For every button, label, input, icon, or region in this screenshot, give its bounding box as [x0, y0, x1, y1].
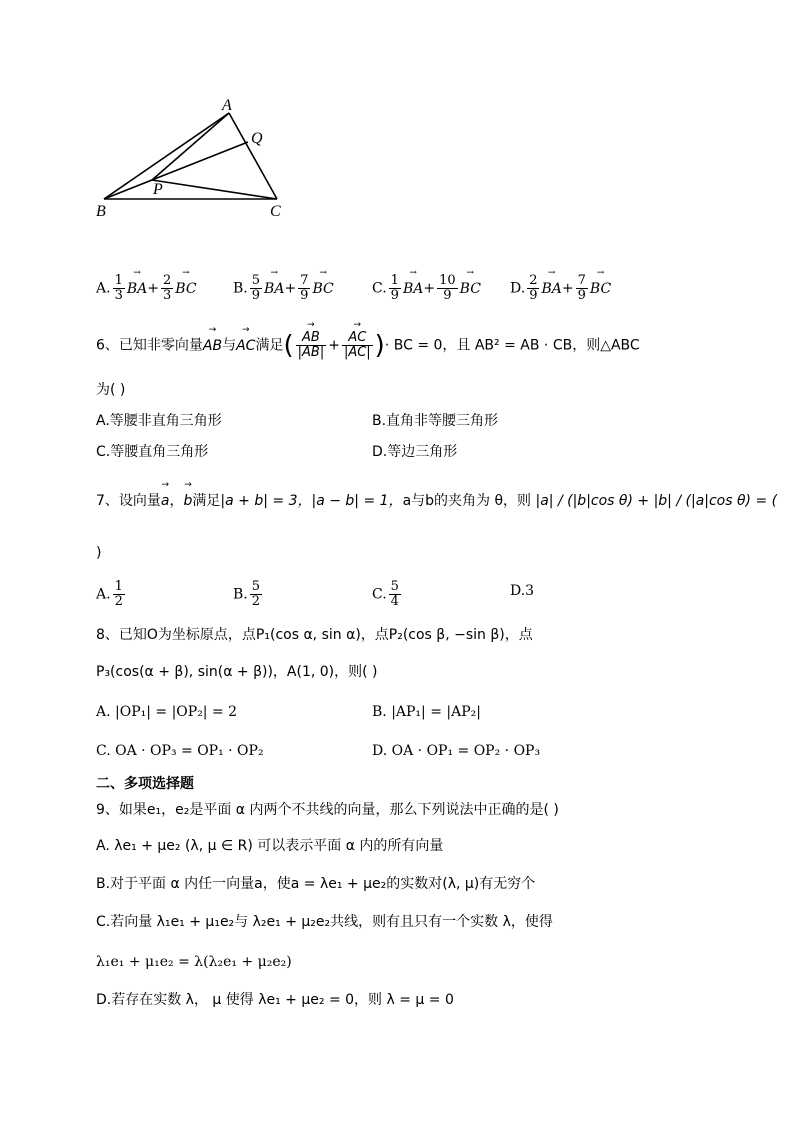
q6-option-c[interactable]: C.等腰直角三角形: [96, 444, 209, 460]
q9-stem: 9、如果e₁，e₂是平面 α 内两个不共线的向量，那么下列说法中正确的是( ): [96, 802, 559, 818]
segment-pc: [152, 180, 277, 199]
q7-option-b[interactable]: B. $\frac{5}{2}$: [233, 579, 261, 609]
q7-option-c[interactable]: C. $\frac{5}{4}$: [372, 579, 399, 609]
q6-option-a[interactable]: A.等腰非直角三角形: [96, 413, 222, 429]
q7-option-a[interactable]: A. $\frac{1}{2}$: [96, 579, 123, 609]
q6-option-b[interactable]: B.直角非等腰三角形: [372, 413, 499, 429]
segment-ab: [104, 113, 229, 199]
q7-option-d[interactable]: D.3: [510, 583, 535, 599]
segment-pa: [152, 113, 229, 180]
q8-stem-line2: P₃(cos(α + β), sin(α + β))，A(1, 0)，则( ): [96, 664, 378, 680]
q5-option-c[interactable]: C. $\frac{1}{9}$ → BA+ $\frac{10}{9}$ → BC: [372, 274, 481, 303]
q5-option-d[interactable]: D. $\frac{2}{9}$ → BA+ $\frac{7}{9}$ → BC: [510, 274, 611, 303]
q8-option-d[interactable]: D. OA · OP₁ = OP₂ · OP₃: [372, 743, 541, 759]
q8-option-b[interactable]: B. |AP₁| = |AP₂|: [372, 704, 481, 720]
q9-option-c-line2: λ₁e₁ + μ₁e₂ = λ(λ₂e₁ + μ₂e₂): [96, 954, 292, 970]
q9-option-d[interactable]: D.若存在实数 λ， μ 使得 λe₁ + μe₂ = 0，则 λ = μ = 0: [96, 992, 454, 1008]
q5-option-b[interactable]: B. $\frac{5}{9}$ → BA+ $\frac{7}{9}$ → BC: [233, 274, 334, 303]
segment-bq: [104, 142, 248, 199]
q9-option-b[interactable]: B.对于平面 α 内任一向量a，使a = λe₁ + μe₂的实数对(λ, μ)有无穷个: [96, 876, 536, 892]
triangle-figure: [88, 92, 298, 222]
q8-option-a[interactable]: A. |OP₁| = |OP₂| = 2: [96, 704, 238, 720]
label-c: C: [270, 203, 281, 220]
q7-stem-line2: ): [96, 545, 102, 561]
q8-stem: 8、已知O为坐标原点，点P₁(cos α, sin α)，点P₂(cos β, −sin β)，点: [96, 627, 533, 643]
q7-stem: 7、设向量→ a，→ b满足|a + b| = 3，|a − b| = 1，a与b的夹角为 θ，则 |a| / (|b|cos θ) + |b| / (|a|cos θ) = (: [96, 491, 777, 511]
q6-stem: 6、已知非零向量→ AB与→ AC满足( → $\frac{AB}{|AB|}$ + → $\frac{AC}{|AC|}$ )· BC = 0，且 AB² = AB · CB，则△ABC: [96, 331, 640, 360]
q6-stem-line2: 为( ): [96, 382, 126, 398]
label-q: Q: [251, 130, 263, 147]
label-a: A: [222, 97, 232, 114]
q6-option-d[interactable]: D.等边三角形: [372, 444, 458, 460]
label-p: P: [153, 181, 163, 198]
q9-option-c[interactable]: C.若向量 λ₁e₁ + μ₁e₂与 λ₂e₁ + μ₂e₂共线，则有且只有一个实数 λ，使得: [96, 914, 553, 930]
section-title: 二、多项选择题: [96, 776, 194, 792]
q8-option-c[interactable]: C. OA · OP₃ = OP₁ · OP₂: [96, 743, 264, 759]
label-b: B: [96, 203, 106, 220]
segment-ac: [229, 113, 277, 199]
q5-option-a[interactable]: A. $\frac{1}{3}$ → BA+ $\frac{2}{3}$ → BC: [96, 274, 197, 303]
q9-option-a[interactable]: A. λe₁ + μe₂ (λ, μ ∈ R) 可以表示平面 α 内的所有向量: [96, 838, 444, 854]
